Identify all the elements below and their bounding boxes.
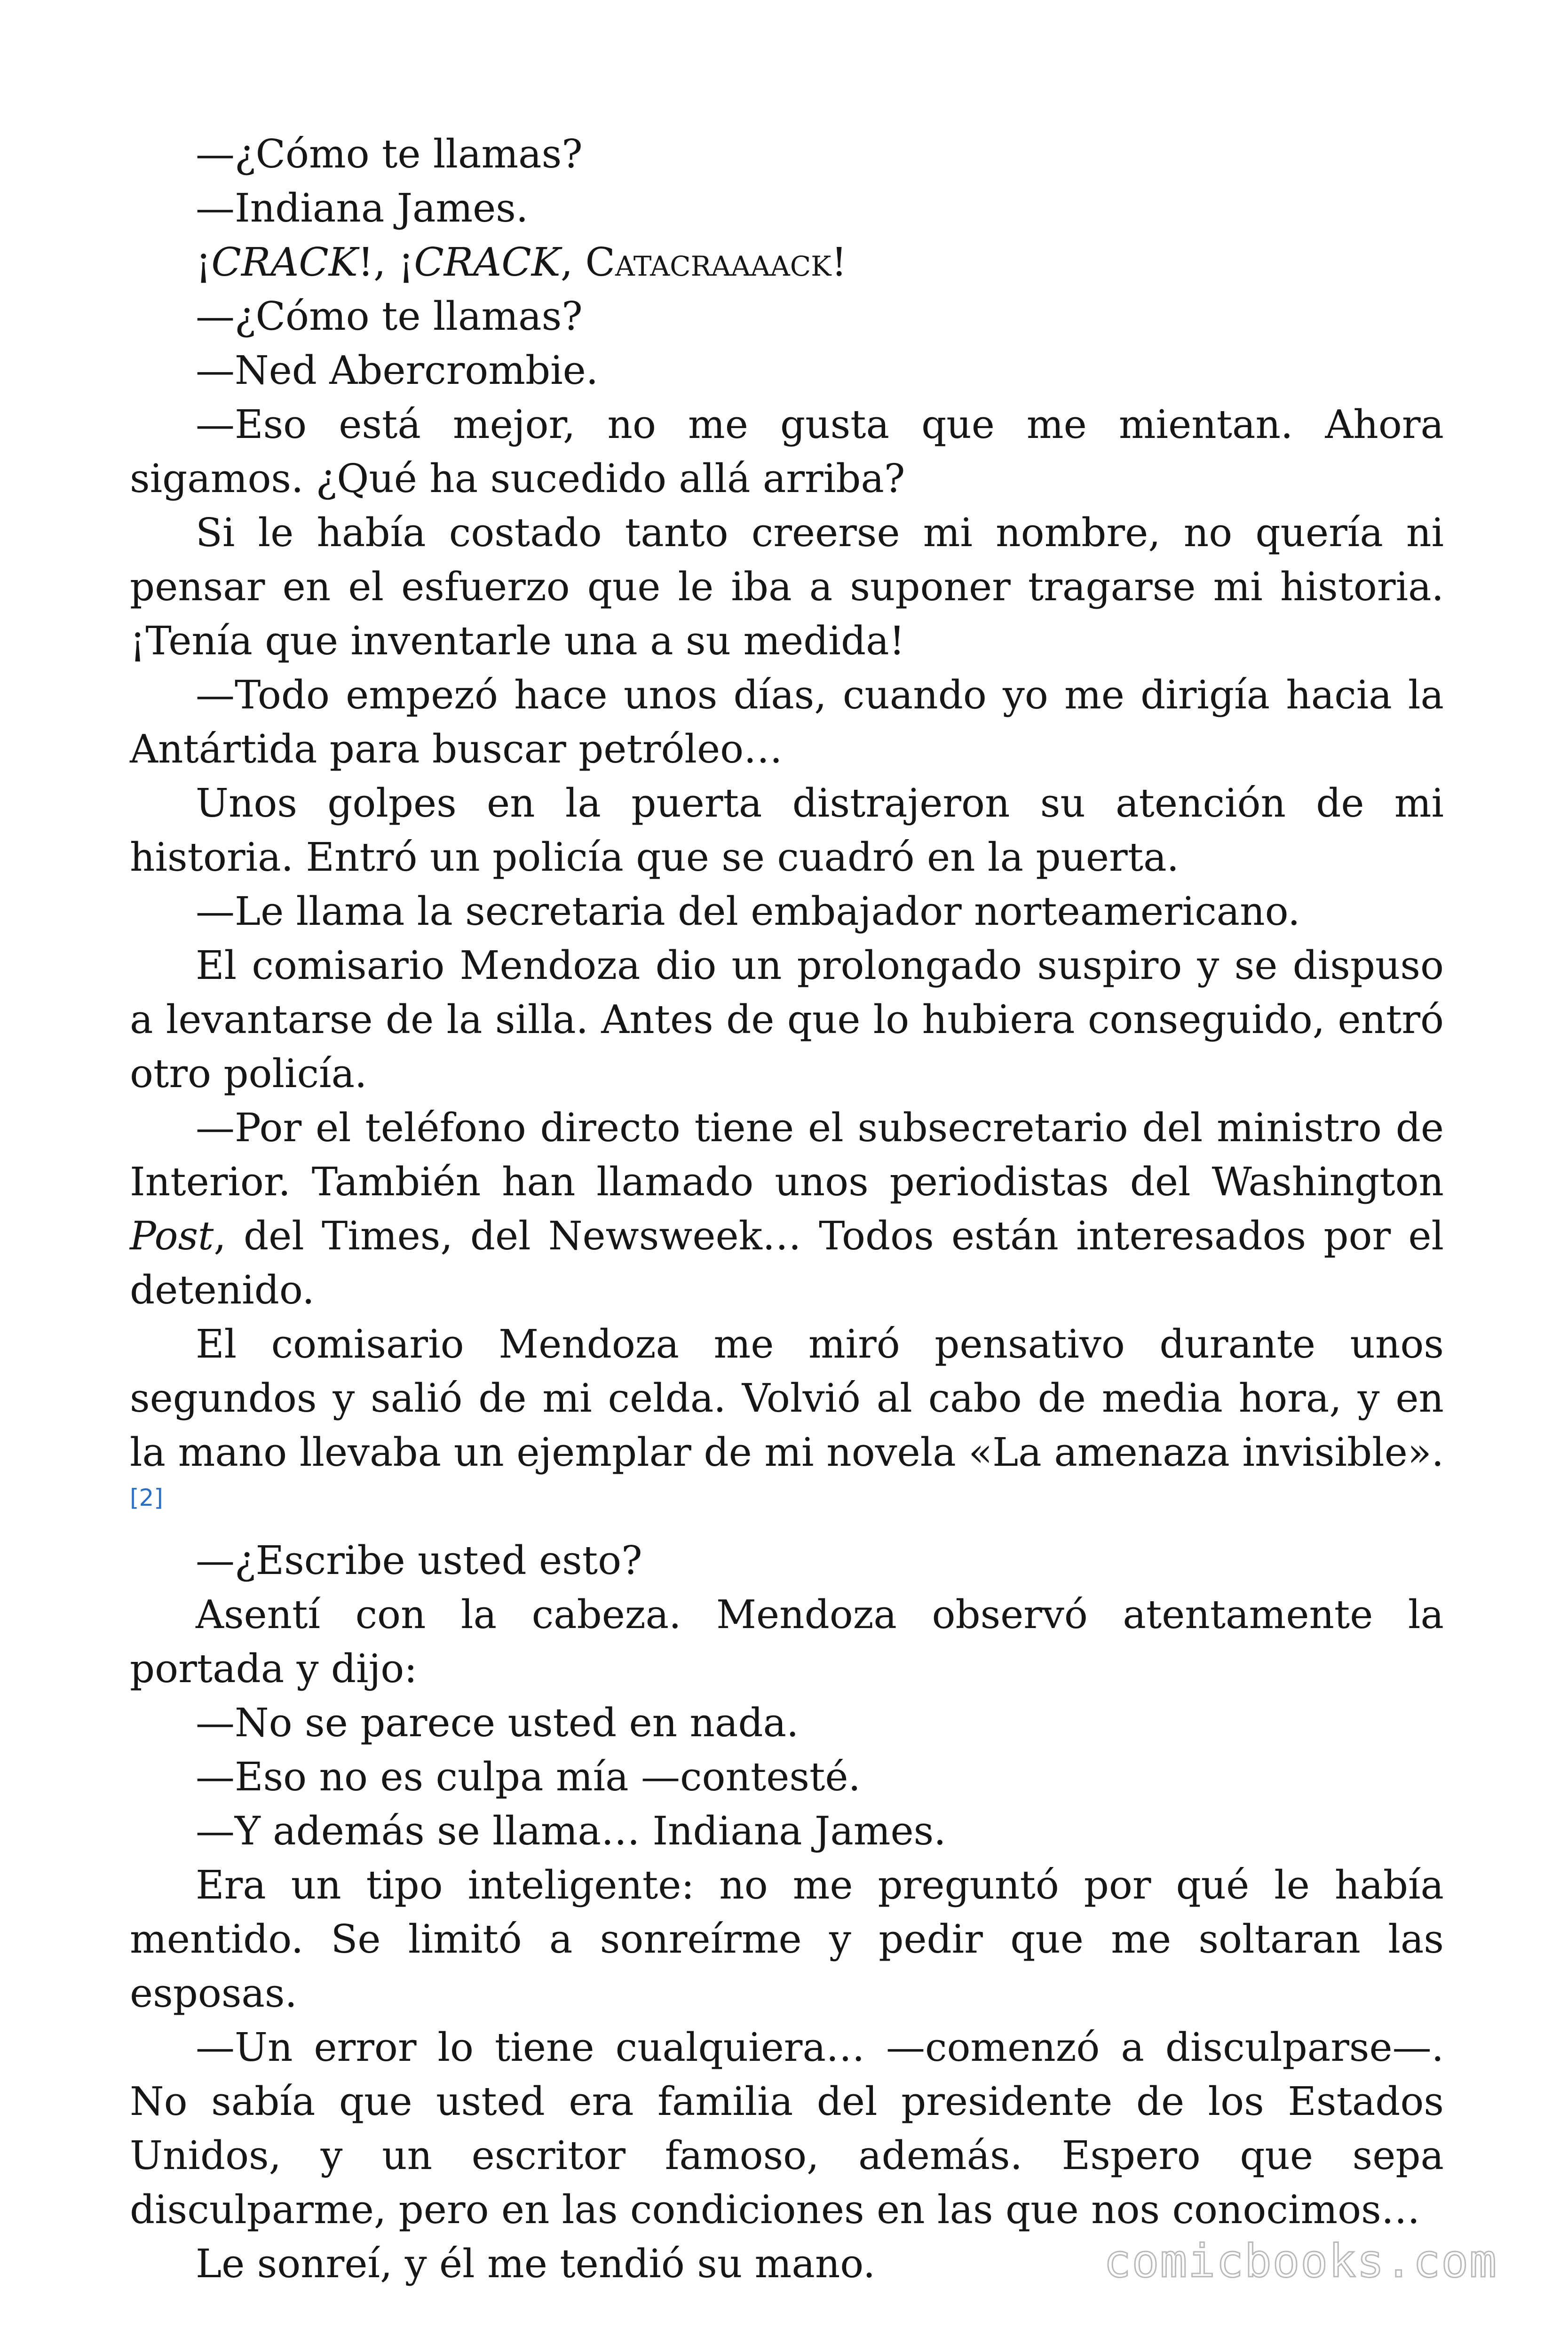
page-body <box>130 127 1444 2291</box>
text-run: ! <box>831 239 847 285</box>
paragraph: Si le había costado tanto creerse mi nombre, no quería ni pensar en el esfuerzo que le iba a suponer tragarse mi historia. ¡Tenía que inventarle una a su medida! <box>130 510 1444 664</box>
text-run: —Por el teléfono directo tiene el subsecretario del ministro de Interior. También han llamado unos periodistas del Washington <box>130 1105 1444 1205</box>
paragraph <box>130 1317 1444 1534</box>
paragraph: —Indiana James. <box>196 185 529 231</box>
text-run: !, ¡ <box>357 239 414 285</box>
paragraph: Unos golpes en la puerta distrajeron su atención de mi historia. Entró un policía que se cuadró en la puerta. <box>130 780 1444 880</box>
paragraph: —¿Cómo te llamas? <box>196 131 583 177</box>
paragraph: —Y además se llama… Indiana James. <box>196 1808 946 1854</box>
paragraph: —Un error lo tiene cualquiera… —comenzó a disculparse—. No sabía que usted era familia del presidente de los Estados Unidos, y un escritor famoso, además. Espero que sepa disculparme, pero en las condiciones en las que nos conocimos… <box>130 2025 1444 2233</box>
paragraph: —¿Cómo te llamas? <box>196 294 583 339</box>
catacrack-small-caps: Catacraaaack <box>585 239 832 285</box>
text-run: , del Times, del Newsweek… Todos están interesados por el detenido. <box>130 1213 1444 1313</box>
paragraph: —Le llama la secretaria del embajador norteamericano. <box>196 889 1300 934</box>
paragraph: —Todo empezó hace unos días, cuando yo me dirigía hacia la Antártida para buscar petróleo… <box>130 672 1444 772</box>
paragraph: —Eso está mejor, no me gusta que me mientan. Ahora sigamos. ¿Qué ha sucedido allá arriba? <box>130 402 1444 501</box>
text-run: , <box>560 239 586 285</box>
crack-sound-italic: CRACK <box>211 239 358 285</box>
text-run: ¡ <box>196 239 212 285</box>
italic-post: Post <box>130 1213 214 1259</box>
paragraph: Le sonreí, y él me tendió su mano. <box>196 2241 876 2287</box>
crack-sound-italic: CRACK <box>414 239 561 285</box>
paragraph <box>130 235 1444 289</box>
paragraph <box>130 1101 1444 1317</box>
watermark: comicbooks.com <box>1103 2235 1497 2288</box>
paragraph: Asentí con la cabeza. Mendoza observó atentamente la portada y dijo: <box>130 1592 1444 1692</box>
paragraph: —¿Escribe usted esto? <box>196 1538 642 1583</box>
paragraph: Era un tipo inteligente: no me preguntó por qué le había mentido. Se limitó a sonreírme y pedir que me soltaran las esposas. <box>130 1862 1444 2016</box>
text-run: El comisario Mendoza me miró pensativo durante unos segundos y salió de mi celda. Volvió al cabo de media hora, y en la mano llevaba un ejemplar de mi novela «La amenaza invisible». <box>130 1321 1444 1475</box>
paragraph: —Eso no es culpa mía —contesté. <box>196 1754 861 1800</box>
paragraph: El comisario Mendoza dio un prolongado suspiro y se dispuso a levantarse de la silla. Antes de que lo hubiera conseguido, entró otro policía. <box>130 943 1444 1097</box>
paragraph: —Ned Abercrombie. <box>196 348 599 393</box>
footnote-link[interactable]: [2] <box>130 1484 163 1511</box>
paragraph: —No se parece usted en nada. <box>196 1700 799 1746</box>
